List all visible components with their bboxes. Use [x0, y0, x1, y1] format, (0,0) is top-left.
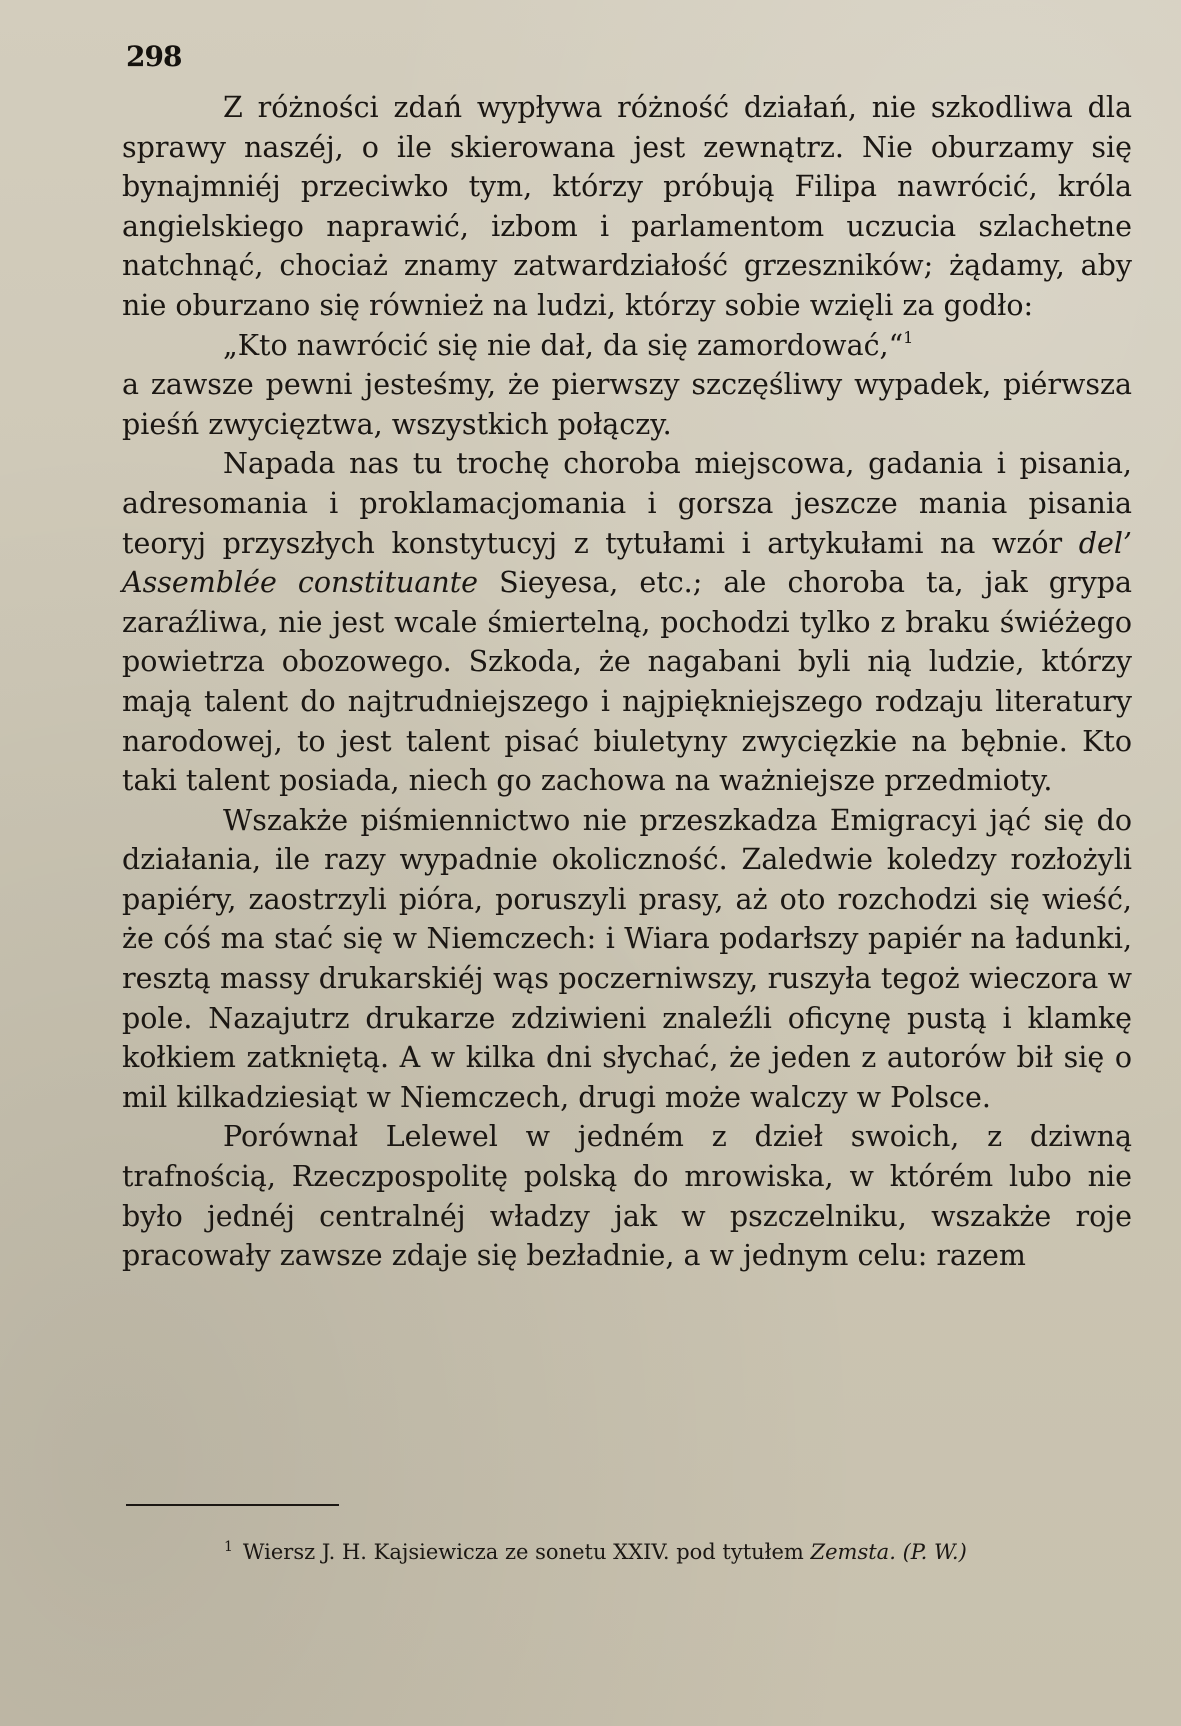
page-number: 298 [126, 40, 182, 73]
footnote [224, 1538, 1144, 1566]
footnote-text: Wiersz J. H. Kajsiewicza ze sonetu XXIV. pod tytułem [242, 1540, 804, 1564]
body-text [122, 88, 1132, 1276]
paragraph-4: Porównał Lelewel w jedném z dzieł swoich, z dziwną trafnością, Rzeczpospolitę polską do mrowiska, w którém lubo nie było jednéj centralnéj władzy jak w pszczelniku, wszakże roje pracowały zawsze zdaje się bezładnie, a w jednym celu: razem [122, 1120, 1132, 1273]
paragraph-2-end: Sieyesa, etc.; ale choroba ta, jak grypa zaraźliwa, nie jest wcale śmiertelną, pochodzi tylko z braku świéżego powietrza obozowego. Szkoda, że nagabani byli nią ludzie, którzy mają talent do najtrudniejszego i najpiękniejszego rodzaju literatury narodowej, to jest talent pisać biuletyny zwycięzkie na bębnie. Kto taki talent posiada, niech go zachowa na ważniejsze przedmioty. [122, 566, 1132, 798]
footnote-divider [126, 1504, 339, 1506]
paragraph-continuation: a zawsze pewni jesteśmy, że pierwszy szczęśliwy wypadek, piérwsza pieśń zwycięztwa, wszystkich połączy. [122, 368, 1132, 441]
footnote-reference: 1 [903, 327, 914, 347]
italic-title: del’ Assemblée constituante [122, 526, 1132, 600]
footnote-title: Zemsta. [810, 1540, 896, 1564]
paragraph-2 [122, 444, 1132, 800]
quote-text: „Kto nawrócić się nie dał, da się zamordować,“ [223, 328, 904, 362]
paragraph-3: Wszakże piśmiennictwo nie przeszkadza Emigracyi jąć się do działania, ile razy wypadnie okoliczność. Zaledwie koledzy rozłożyli papiéry, zaostrzyli pióra, poruszyli prasy, aż oto rozchodzi się wieść, że cóś ma stać się w Niemczech: i Wiara podarłszy papiér na ładunki, resztą massy drukarskiéj wąs poczerniwszy, ruszyła tegoż wieczora w pole. Nazajutrz drukarze zdziwieni znaleźli oficynę pustą i klamkę kołkiem zatkniętą. A w kilka dni słychać, że jeden z autorów bił się o mil kilkadziesiąt w Niemczech, drugi może walczy w Polsce. [122, 803, 1132, 1114]
quote-line [122, 326, 1132, 366]
footnote-marker: 1 [224, 1539, 233, 1555]
footnote-source: (P. W.) [902, 1540, 967, 1564]
paragraph-1: Z różności zdań wypływa różność działań, nie szkodliwa dla sprawy naszéj, o ile skierowana jest zewnątrz. Nie oburzamy się bynajmniéj przeciwko tym, którzy próbują Filipa nawrócić, króla angielskiego naprawić, izbom i parlamentom uczucia szlachetne natchnąć, chociaż znamy zatwardziałość grzeszników; żądamy, aby nie oburzano się również na ludzi, którzy sobie wzięli za godło: [122, 91, 1132, 322]
paragraph-2-start: Napada nas tu trochę choroba miejscowa, gadania i pisania, adresomania i proklamacjomania i gorsza jeszcze mania pisania teoryj przyszłych konstytucyj z tytułami i artykułami na wzór [122, 447, 1132, 560]
